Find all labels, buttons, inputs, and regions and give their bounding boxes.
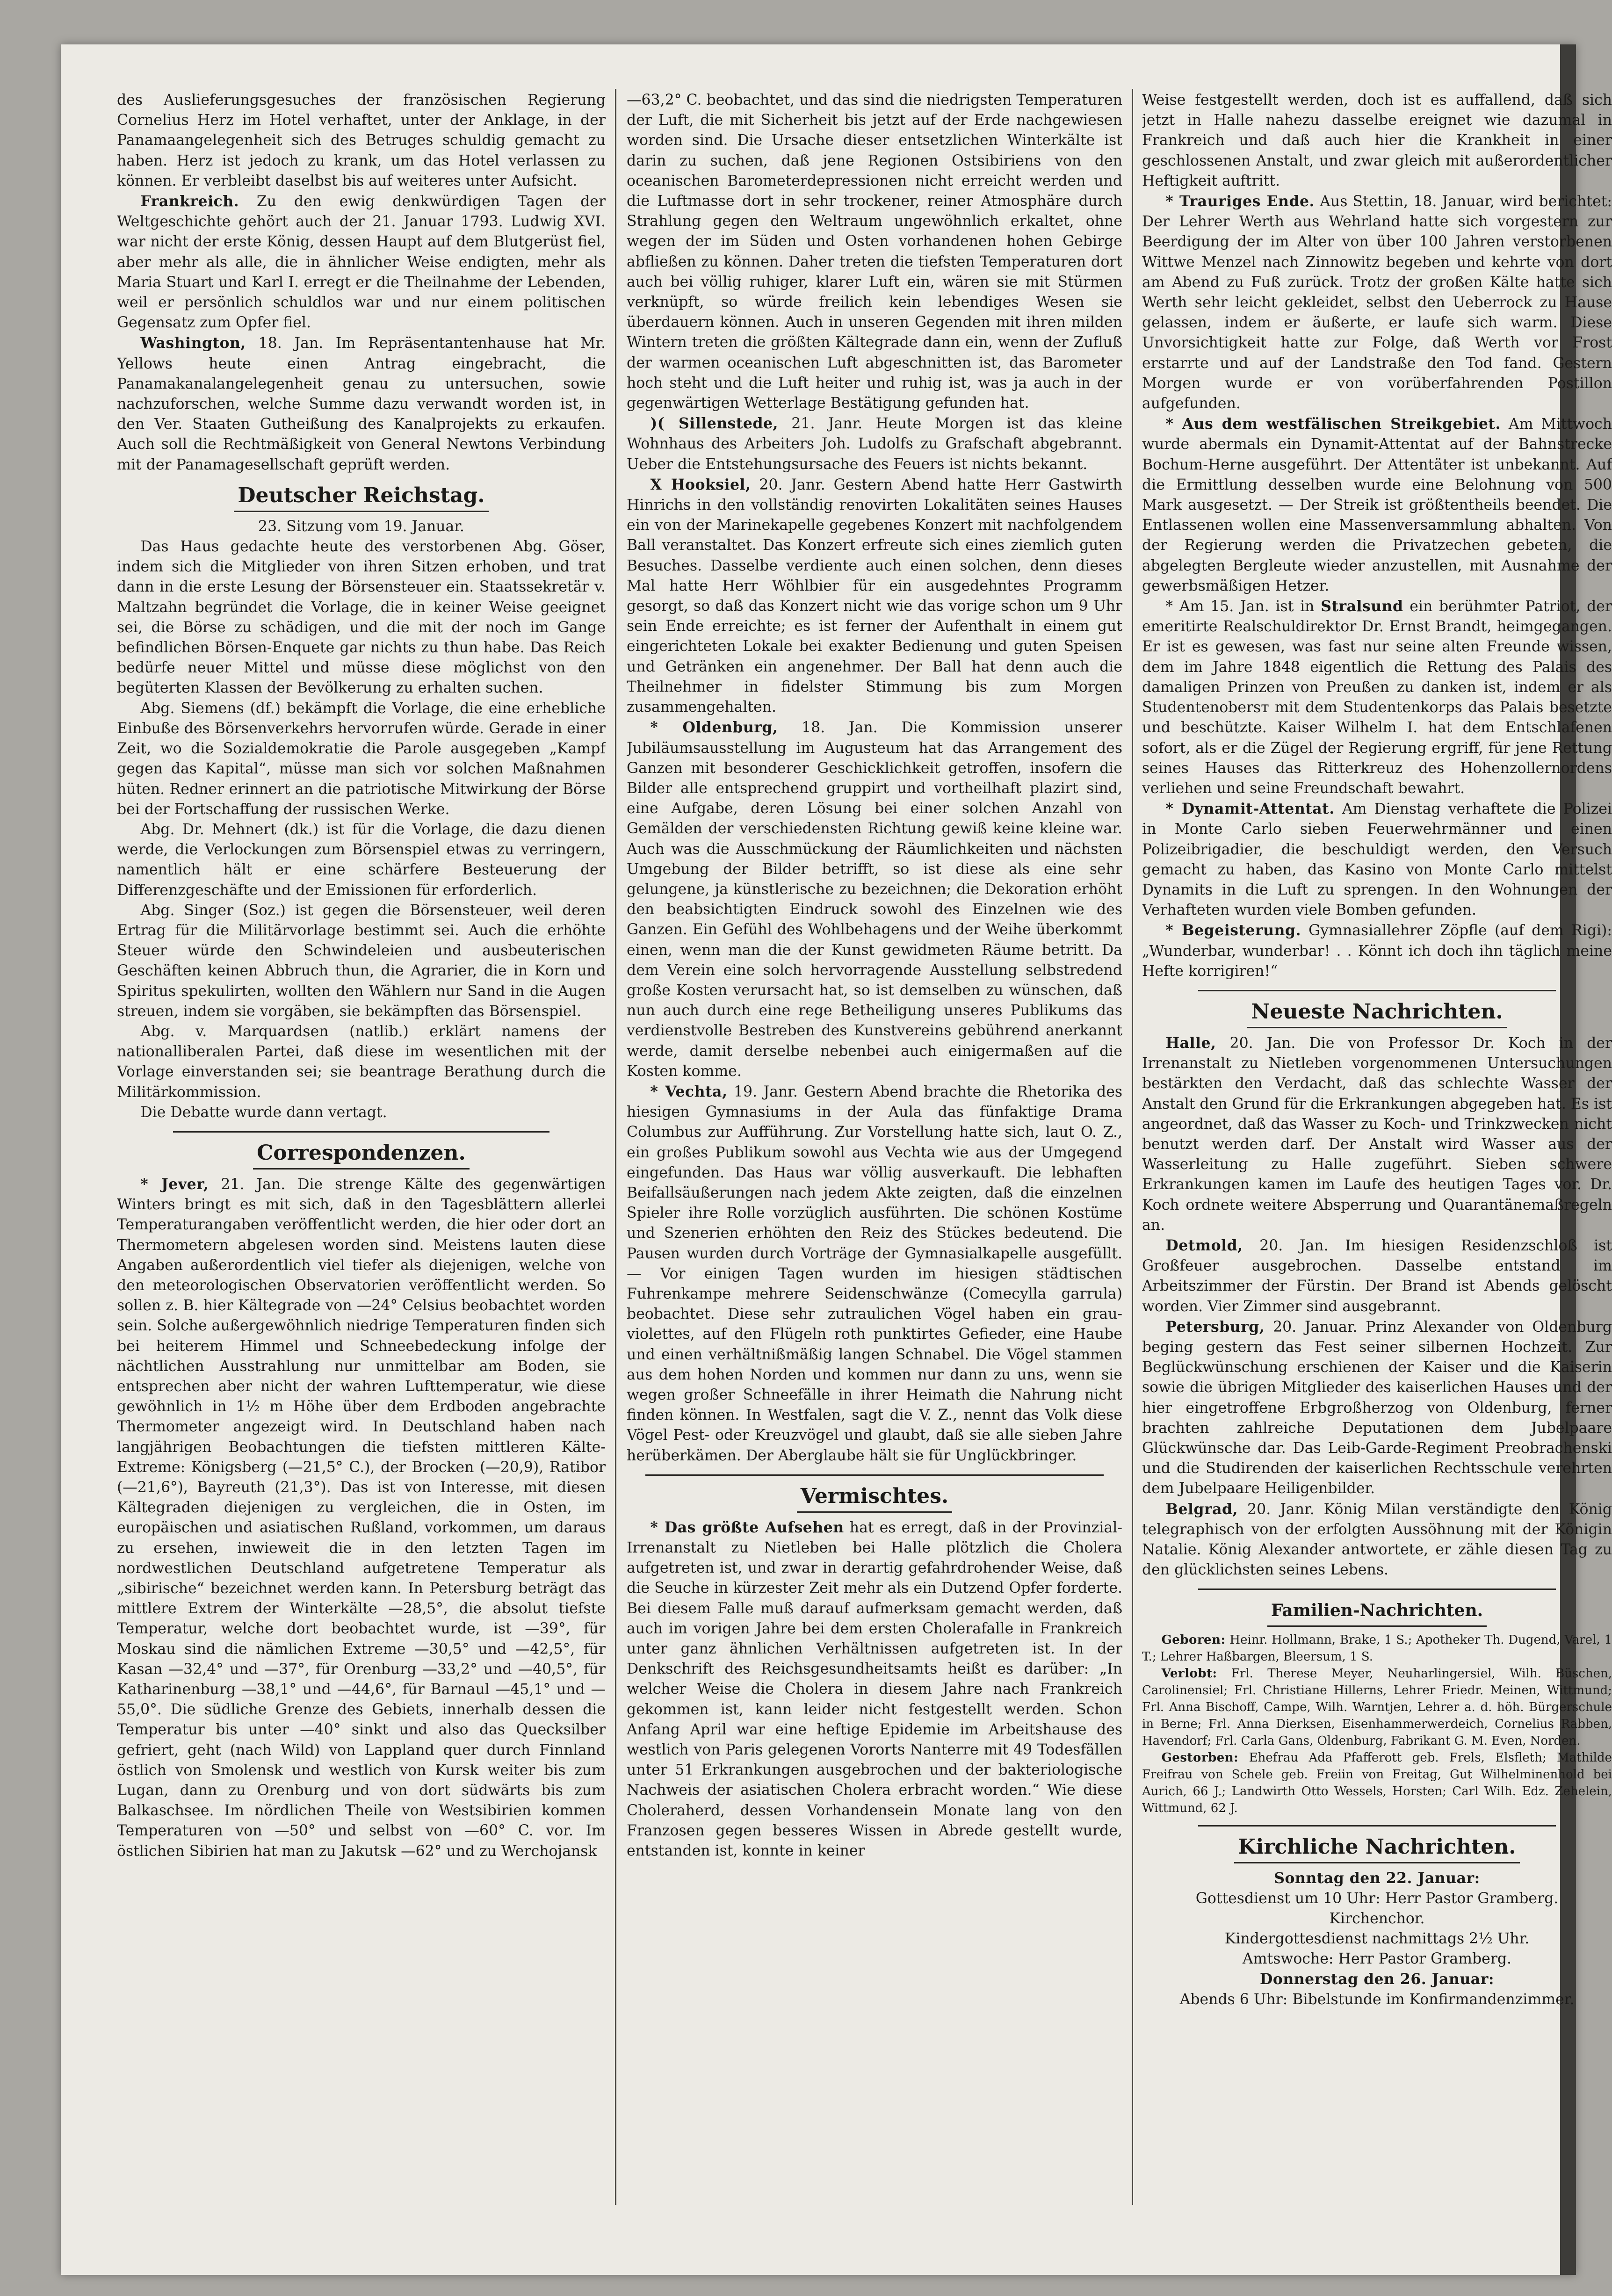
- dateline: )( Sillenstede,: [650, 415, 778, 433]
- church-notices: [1142, 1833, 1612, 2009]
- entry-text: Ehefrau Ada Pfafferott geb. Frels, Elsfleth; Mathilde Freifrau von Schele geb. Freiin von Freitag, Gut Wilhelminenhold bei Aurich, 66 J.; Landwirth Otto Wessels, Horsten; Carl Wilh. Edz. Zehelein, Wittmund, 62 J.: [1142, 1751, 1612, 1816]
- article-text: Zu den ewig denkwürdigen Tagen der Weltgeschichte gehört auch der 21. Januar 1793. Ludwig XVI. war nicht der erste König, dessen Haupt auf dem Blutgerüst fiel, aber mehr als alle, die in ähnlicher Weise endigten, mehr als Maria Stuart und Karl I. erregt er die Theilnahme der Lebenden, weil er persönlich schuldlos war und nur einem politischen Gegensatz zum Opfer fiel.: [117, 193, 606, 332]
- church-date: Sonntag den 22. Januar:: [1274, 1870, 1480, 1887]
- dateline: Halle,: [1165, 1034, 1216, 1052]
- reichstag-paragraph: Abg. Singer (Soz.) ist gegen die Börsensteuer, weil deren Ertrag für die Militärvorlage bestimmt sei. Auch die erhöhte Steuer würde den Schwindeleien und ausbeuterischen Geschäften keinen Abbruch thun, die Agrarier, die in Korn und Spiritus spekulirten, wollten den Wählern nur Sand in die Augen streuen, indem sie vorgäben, sie bekämpften das Börsenspiel.: [117, 902, 606, 1020]
- dateline: * Dynamit-Attentat.: [1165, 800, 1335, 818]
- column-rule: [615, 89, 616, 2205]
- article-text: Am Dienstag verhaftete die Polizei in Monte Carlo sieben Feuerwehrmänner und einen Polizeibrigadier, die beschuldigt werden, den Versuch gemacht zu haben, das Kasino von Monte Carlo mittelst Dynamits in die Luft zu sprengen. In den Wohnungen der Verhafteten wurden viele Bomben gefunden.: [1142, 801, 1612, 919]
- article-dynamit-attentat: [1142, 799, 1612, 920]
- article-text: Aus Stettin, 18. Januar, wird berichtet: Der Lehrer Werth aus Wehrland hatte sich vorgestern zur Beerdigung der im Alter von über 100 Jahren verstorbenen Wittwe Menzel nach Zinnowitz begeben und kehrte von dort am Abend zu Fuß zurück. Trotz der großen Kälte hatte sich Werth sehr leicht gekleidet, selbst den Ueberrock zu Hause gelassen, indem er äußerte, er laufe sich warm. Diese Unvorsichtigkeit hatte zur Folge, daß Werth vor Frost erstarrte und auf der Landstraße den Tod fand. Gestern Morgen wurde er von vorüberfahrenden Postillon aufgefunden.: [1142, 193, 1612, 412]
- label: Verlobt:: [1161, 1667, 1217, 1681]
- article-herz: des Auslieferungsgesuches der französischen Regierung Cornelius Herz im Hotel verhaftet, unter der Anklage, in der Panamaangelegenheit sich des Betruges schuldig gemacht zu haben. Herz ist jedoch zu krank, um das Hotel verlassen zu können. Er verbleibt daselbst bis auf weiteres unter Aufsicht.: [117, 92, 606, 189]
- article-frankreich: [117, 191, 606, 333]
- church-line: Abends 6 Uhr: Bibelstunde im Konfirmandenzimmer.: [1179, 1991, 1575, 2008]
- reichstag-paragraph: Abg. v. Marquardsen (natlib.) erklärt namens der nationalliberalen Partei, daß diese im wesentlichen mit der Vorlage einverstanden sei; sie beantrage Berathung durch die Militärkommission.: [117, 1023, 606, 1101]
- reichstag-paragraph: Das Haus gedachte heute des verstorbenen Abg. Göser, indem sich die Mitglieder von ihren Sitzen erhoben, und trat dann in die erste Lesung der Börsensteuer ein. Staatssekretär v. Maltzahn begründet die Vorlage, die in keiner Weise geeignet sei, die Börse zu schädigen, und die mit der noch im Gange befindlichen Börsen-Enquete gar nichts zu thun habe. Das Reich bedürfe neuer Mittel und müsse diese möglichst von den begüterten Klassen der Bevölkerung zu erhalten suchen.: [117, 538, 606, 697]
- dateline: Frankreich.: [140, 193, 239, 210]
- article-text: Am Mittwoch wurde abermals ein Dynamit-Attentat auf der Bahnstrecke Bochum-Herne ausgeführt. Der Attentäter ist unbekannt. Auf die Ermittlung desselben wurde eine Belohnung von 500 Mark ausgesetzt. — Der Streik ist größtentheils beendet. Die Entlassenen wollen eine Massenversammlung abhalten. Von der Regierung werden die Privatzechen gebeten, die abgelegten Bergleute wieder anzustellen, mit Ausnahme der gewerbsmäßigen Hetzer.: [1142, 416, 1612, 594]
- column-3: [1142, 90, 1612, 2205]
- news-belgrad: [1142, 1499, 1612, 1581]
- church-line: Amtswoche: Herr Pastor Gramberg.: [1242, 1950, 1512, 1968]
- reichstag-paragraph: Abg. Siemens (df.) bekämpft die Vorlage, die eine erhebliche Einbuße des Börsenverkehrs hervorrufen würde. Gerade in einer Zeit, wo die Sozialdemokratie die Parole ausgegeben „Kampf gegen das Kapital“, müsse man sich vor solchen Maßnahmen hüten. Redner erinnert an die patriotische Mitwirkung der Börse bei der Fortschaffung der russischen Werke.: [117, 700, 606, 818]
- article-streikgebiet: [1142, 414, 1612, 596]
- article-text: 20. Jan. Die von Professor Dr. Koch in der Irrenanstalt zu Nietleben vorgenommenen Untersuchungen bestärkten den Verdacht, daß das schlechte Wasser der Anstalt den Grund für die Erkrankungen abgegeben hat. Es ist angeordnet, daß das Wasser zu Koch- und Trinkzwecken nicht benutzt werden darf. Der Anstalt wird Wasser aus der Wasserleitung zu Halle zugeführt. Sieben schwere Erkrankungen kamen im Laufe des heutigen Tages vor. Dr. Koch ordnete weitere Absperrung und Quarantänemaßregeln an.: [1142, 1034, 1612, 1234]
- heading-text: Vermischtes.: [797, 1482, 953, 1513]
- entry-text: Heinr. Hollmann, Brake, 1 S.; Apotheker Th. Dugend, Varel, 1 T.; Lehrer Haßbargen, Bleersum, 1 S.: [1142, 1633, 1612, 1664]
- dateline: * Jever,: [140, 1175, 209, 1193]
- column-2: [627, 90, 1122, 2205]
- church-line: Gottesdienst um 10 Uhr: Herr Pastor Gramberg.: [1195, 1890, 1559, 1907]
- family-engagements: [1142, 1665, 1612, 1749]
- dateline: * Oldenburg,: [650, 719, 778, 736]
- church-date: Donnerstag den 26. Januar:: [1260, 1971, 1494, 1988]
- section-heading-reichstag: [117, 482, 606, 512]
- section-heading-kirchlich: [1142, 1833, 1612, 1863]
- news-detmold: [1142, 1235, 1612, 1317]
- article-oldenburg: [627, 717, 1122, 1082]
- article-text: 20. Jan. Im hiesigen Residenzschloß ist Großfeuer ausgebrochen. Dasselbe entstand im Arbeitszimmer der Fürstin. Der Brand ist Abends gelöscht worden. Vier Zimmer sind ausgebrannt.: [1142, 1237, 1612, 1315]
- dateline: X Hooksiel,: [650, 476, 751, 493]
- dateline: Petersburg,: [1165, 1318, 1265, 1336]
- dateline: * Begeisterung.: [1165, 922, 1301, 939]
- article-text: Gymnasiallehrer Zöpfle (auf dem Rigi): „Wunderbar, wunderbar! . . Könnt ich doch ihn täglich meine Hefte korrigiren!“: [1142, 922, 1612, 980]
- article-begeisterung: [1142, 920, 1612, 982]
- article-text: 20. Janr. König Milan verständigte den König telegraphisch von der erfolgten Aussöhnung mit der Königin Natalie. König Alexander antwortete, er zähle diesen Tag zu den glücklichsten seines Lebens.: [1142, 1501, 1612, 1579]
- article-washington: [117, 333, 606, 475]
- reichstag-paragraph: Abg. Dr. Mehnert (dk.) ist für die Vorlage, die dazu dienen werde, die Verlockungen zum Börsenspiel etwas zu verringern, namentlich hält er eine schärfere Besteuerung der Differenzgeschäfte und der Emissionen für erforderlich.: [117, 821, 606, 899]
- article-text: * Am 15. Jan. ist in: [1165, 598, 1321, 615]
- article-text: ein berühmter Patriot, der emeritirte Realschuldirektor Dr. Ernst Brandt, heimgegangen. Er ist es gewesen, was fast nur seine alten Freunde wissen, dem im Jahre 1848 eigentlich die Rettung des Palais des damaligen Prinzen von Preußen zu danken ist, indem er als Studentenobersт mit dem Studentenkorps das Palais besetzte und beschützte. Kaiser Wilhelm I. hat dem Entschlafenen sofort, als er die Zügel der Regierung ergriff, für jene Rettung seines Hauses das Ritterkreuz des Hohenzollernordens verliehen und seine Freundschaft bewahrt.: [1142, 598, 1612, 797]
- article-text: 20. Januar. Prinz Alexander von Oldenburg beging gestern das Fest seiner silbernen Hochzeit. Zur Beglückwünschung erschienen der Kaiser und die Kaiserin sowie die übrigen Mitglieder des kaiserlichen Hauses und der hier eingetroffene Erbgroßherzog von Oldenburg, ferner brachten zahlreiche Deputationen dem Jubelpaare Glückwünsche dar. Das Leib-Garde-Regiment Preobrachenski und die Studirenden der kaiserlichen Rechtsschule verehrten dem Jubelpaare Heiligenbilder.: [1142, 1318, 1612, 1497]
- entry-text: Frl. Therese Meyer, Neuharlingersiel, Wilh. Büschen, Carolinensiel; Frl. Christiane Hillerns, Lehrer Friedr. Meinen, Wittmund; Frl. Anna Bischoff, Campe, Wilh. Warntjen, Lehrer a. d. höh. Bürgerschule in Berne; Frl. Anna Dierksen, Eisenhammerwerdeich, Cornelius Rabben, Havendorf; Frl. Carla Gans, Oldenburg, Fabrikant G. M. Even, Norden.: [1142, 1667, 1612, 1748]
- label: Gestorben:: [1161, 1751, 1239, 1765]
- news-halle: [1142, 1033, 1612, 1235]
- divider: [1198, 1588, 1556, 1590]
- heading-text: Neueste Nachrichten.: [1247, 998, 1506, 1028]
- dateline: Belgrad,: [1165, 1500, 1238, 1518]
- label: Geboren:: [1161, 1633, 1226, 1647]
- dateline: Washington,: [140, 334, 246, 352]
- divider: [1198, 1825, 1556, 1827]
- article-text: 18. Jan. Die Kommission unserer Jubiläumsausstellung im Augusteum hat das Arrangement des Ganzen mit besonderer Geschicklichkeit getroffen, insofern die Bilder alle entsprechend gruppirt und vortheilhaft plazirt sind, eine Aufgabe, deren Lösung bei einer solchen Anzahl von Gemälden der verschiedensten Richtung gewiß keine kleine war. Auch was die Ausschmückung der Räumlichkeiten und nächsten Umgebung der Bilder betrifft, so ist diese als eine sehr gelungene, ja künstlerische zu bezeichnen; die Dekoration erhöht den beabsichtigten Eindruck sowohl des Einzelnen wie des Ganzen. Ein Gefühl des Wohlbehagens und der Weihe überkommt einen, wenn man die der Kunst gewidmeten Räume betritt. Da dem Verein eine solch hervorragende Ausstellung selbstredend große Kosten verursacht hat, so ist demselben zu wünschen, daß nun auch durch eine rege Betheiligung unseres Publikums das verdienstvolle Bestreben des Kunstvereins gebührend anerkannt werde, damit derselbe nebenbei auch einigermaßen auf die Kosten komme.: [627, 719, 1122, 1080]
- article-stralsund: [1142, 596, 1612, 799]
- church-line: Kirchenchor.: [1329, 1910, 1425, 1927]
- article-text: 21. Jan. Die strenge Kälte des gegenwärtigen Winters bringt es mit sich, daß in den Tagesblättern allerlei Temperaturangaben veröffentlicht werden, die hier oder dort an Thermometern abgelesen worden sind. Meistens lauten diese Angaben außerordentlich viel tiefer als diejenigen, welche von den meteorologischen Observatorien veröffentlicht werden. So sollen z. B. hier Kältegrade von —24° Celsius beobachtet worden sein. Solche außergewöhnlich niedrige Temperaturen finden sich bei heiterem Himmel und Schneebedeckung infolge der nächtlichen Ausstrahlung nur unmittelbar am Boden, sie entsprechen aber nicht der wahren Lufttemperatur, wie diese gewöhnlich in 1½ m Höhe über dem Erdboden angebrachte Thermometer angezeigt wird. In Deutschland haben nach langjährigen Beobachtungen die tiefsten mittleren Kälte-Extreme: Königsberg (—21,5° C.), der Brocken (—20,9), Ratibor (—21,6°), Bayreuth (21,3°). Das ist von Interesse, mit diesen Kältegraden diejenigen zu vergleichen, die in Osten, im europäischen und asiatischen Rußland, vorkommen, um daraus zu ersehen, inwieweit die in den letzten Tagen im nordwestlichen Deutschland aufgetretene Temperatur als „sibirische“ bezeichnet werden kann. In Petersburg beträgt das mittlere Extrem der Winterkälte —28,5°, die absolut tiefste Temperatur, welche dort beobachtet wurde, ist —39°, für Moskau sind die nämlichen Extreme —30,5° und —42,5°, für Kasan —32,4° und —37°, für Orenburg —33,2° und —40,5°, für Katharinenburg —38,1° und —44,6°, für Barnaul —45,1° und —55,0°. Die südliche Grenze des Gebiets, innerhalb dessen die Temperatur bis unter —40° sinkt und also das Quecksilber gefriert, geht (nach Wild) von Lappland quer durch Finnland östlich von Smolensk und westlich von Kursk weiter bis zum Lugan, dann zu Orenburg und von dort südwärts bis zum Balkaschsee. Im nördlichen Theile von Westsibirien kommen Temperaturen von —50° und selbst von —60° C. vor. Im östlichen Sibirien hat man zu Jakutsk —62° und zu Werchojansk: [117, 1176, 606, 1860]
- section-heading-correspondenzen: [117, 1139, 606, 1170]
- dateline: Stralsund: [1321, 598, 1403, 615]
- section-heading-neueste: [1142, 998, 1612, 1028]
- divider: [1198, 990, 1556, 991]
- dateline: * Das größte Aufsehen: [650, 1518, 844, 1536]
- dateline: * Vechta,: [650, 1083, 728, 1100]
- heading-text: Correspondenzen.: [253, 1139, 470, 1170]
- family-births: [1142, 1632, 1612, 1665]
- section-heading-vermischtes: [627, 1482, 1122, 1513]
- family-deaths: [1142, 1749, 1612, 1817]
- article-jever: [117, 1174, 606, 1862]
- reichstag-paragraph: Die Debatte wurde dann vertagt.: [140, 1104, 387, 1121]
- article-aufsehen-continued: Weise festgestellt werden, doch ist es auffallend, daß sich jetzt in Halle nahezu dasselbe ereignet wie dazumal in Frankreich und daß auch hier die Krankheit in einer geschlossenen Anstalt, und zwar gleich mit außerordentlicher Heftigkeit auftritt.: [1142, 92, 1612, 189]
- article-text: 21. Janr. Heute Morgen ist das kleine Wohnhaus des Arbeiters Joh. Ludolfs zu Grafschaft abgebrannt. Ueber die Entstehungsursache des Feuers ist nichts bekannt.: [627, 415, 1122, 473]
- article-vechta: [627, 1082, 1122, 1466]
- article-trauriges-ende: [1142, 191, 1612, 414]
- dateline: * Aus dem westfälischen Streikgebiet.: [1165, 415, 1501, 433]
- article-text: 20. Janr. Gestern Abend hatte Herr Gastwirth Hinrichs in den vollständig renovirten Lokalitäten seines Hauses ein von der Marinekapelle gegebenes Konzert mit nachfolgendem Ball veranstaltet. Das Konzert erfreute sich eines ziemlich guten Besuches. Dasselbe verdiente auch einen solchen, denn dieses Mal hatte Herr Wöhlbier für ein ausgedehntes Programm gesorgt, so daß das Konzert nicht wie das vorige schon um 9 Uhr sein Ende erreichte; es ist ferner der Aufenthalt in einem gut eingerichteten Lokale bei exakter Bedienung und guten Speisen und Getränken ein angenehmer. Der Ball hat denn auch die Theilnehmer in fidelster Stimmung bis zum Morgen zusammengehalten.: [627, 476, 1122, 716]
- article-jever-continued: —63,2° C. beobachtet, und das sind die niedrigsten Temperaturen der Luft, die mit Sicherheit bis jetzt auf der Erde nachgewiesen worden sind. Die Ursache dieser entsetzlichen Winterkälte ist darin zu suchen, daß jene Regionen Ostsibiriens von den oceanischen Barometerdepressionen nicht erreicht werden und die Luftmasse dort in sehr trockener, reiner Atmosphäre durch Strahlung gegen den Weltraum ungewöhnlich erkaltet, ohne wegen der im Süden und Osten vorhandenen hohen Gebirge abfließen zu können. Daher treten die tiefsten Temperaturen dort auch bei völlig ruhiger, klarer Luft ein, wären sie mit Stürmen verknüpft, so würde freilich kein lebendiges Wesen sie überdauern können. Auch in unseren Gegenden mit ihren milden Wintern treten die größten Kältegrade dann ein, wenn der Zufluß der warmen oceanischen Luft abgeschnitten ist, das Barometer hoch steht und die Luft heiter und ruhig ist, was ja auch in der gegenwärtigen Wetterlage Bestätigung gefunden hat.: [627, 92, 1122, 412]
- church-line: Kindergottesdienst nachmittags 2½ Uhr.: [1224, 1930, 1530, 1948]
- article-text: hat es erregt, daß in der Provinzial-Irrenanstalt zu Nietleben bei Halle plötzlich die Cholera aufgetreten ist, und zwar in derartig gefahrdrohender Weise, daß die Seuche in kürzester Zeit mehr als ein Dutzend Opfer forderte. Bei diesem Falle muß darauf aufmerksam gemacht werden, daß auch im vorigen Jahre bei dem ersten Cholerafalle in Frankreich unter ganz ähnlichen Verhältnissen aufgetreten ist. In der Denkschrift des Reichsgesundheitsamts heißt es darüber: „In welcher Weise die Cholera in diesem Jahre nach Frankreich gekommen ist, kann leider nicht festgestellt werden. Schon Anfang April war eine heftige Epidemie im Arbeitshause des westlich von Paris gelegenen Vororts Nanterre mit 49 Todesfällen unter 51 Erkrankungen ausgebrochen und der bakteriologische Nachweis der asiatischen Cholera erbracht worden.“ Wie diese Choleraherd, dessen Vorhandensein Monate lang von den Franzosen gegen besseres Wissen in Abrede gestellt wurde, entstanden ist, konnte in keiner: [627, 1519, 1122, 1860]
- article-hooksiel: [627, 475, 1122, 717]
- article-text: 18. Jan. Im Repräsentantenhause hat Mr. Yellows heute einen Antrag eingebracht, die Panamakanalangelegenheit genau zu untersuchen, sowie nachzuforschen, welche Summe dazu verwandt worden ist, in den Ver. Staaten Gutheißung des Kanalprojekts zu erkaufen. Auch soll die Rechtmäßigkeit von General Newtons Verbindung mit der Panamagesellschaft geprüft werden.: [117, 335, 606, 473]
- article-aufsehen: [627, 1517, 1122, 1861]
- heading-text: Familien-Nachrichten.: [1267, 1596, 1487, 1627]
- divider: [173, 1131, 549, 1133]
- dateline: Detmold,: [1165, 1236, 1243, 1254]
- news-petersburg: [1142, 1317, 1612, 1499]
- section-heading-familien: [1142, 1596, 1612, 1627]
- column-rule: [1132, 89, 1133, 2205]
- dateline: * Trauriges Ende.: [1165, 193, 1315, 210]
- article-text: 19. Janr. Gestern Abend brachte die Rhetorika des hiesigen Gymnasiums in der Aula das fünfaktige Drama Columbus zur Aufführung. Zur Vorstellung hatte sich, laut O. Z., ein großes Publikum sowohl aus Vechta wie aus der Umgegend eingefunden. Das Haus war völlig ausverkauft. Die lebhaften Beifallsäußerungen nach jedem Akte zeigten, daß die einzelnen Spieler ihre Rolle vorzüglich ausführten. Die schönen Kostüme und Szenerien erhöhten den Reiz des Stückes bedeutend. Die Pausen wurden durch Vorträge der Gymnasialkapelle ausgefüllt. — Vor einigen Tagen wurden im hiesigen städtischen Fuhrenkampe mehrere Seidenschwänze (Comecylla garrula) beobachtet. Diese sehr zutraulichen Vögel haben ein grau-violettes, auf den Flügeln roth punktirtes Gefieder, eine Haube und einen verhältnißmäßig langen Schnabel. Die Vögel stammen aus dem hohen Norden und kommen nur dann zu uns, wenn sie wegen großer Schneefälle in ihrer Heimath die Nahrung nicht finden können. In Westfalen, sagt die V. Z., nennt das Volk diese Vögel Pest- oder Kreuzvögel und glaubt, daß sie alle sieben Jahre herüberkämen. Der Aberglaube hält sie für Unglückbringer.: [627, 1083, 1122, 1464]
- session-line: 23. Sitzung vom 19. Januar.: [258, 518, 464, 535]
- newspaper-page: [61, 44, 1612, 2275]
- article-sillenstede: [627, 413, 1122, 475]
- column-1: [117, 90, 606, 2205]
- divider: [645, 1474, 1104, 1476]
- heading-text: Deutscher Reichstag.: [234, 482, 488, 512]
- heading-text: Kirchliche Nachrichten.: [1234, 1833, 1519, 1863]
